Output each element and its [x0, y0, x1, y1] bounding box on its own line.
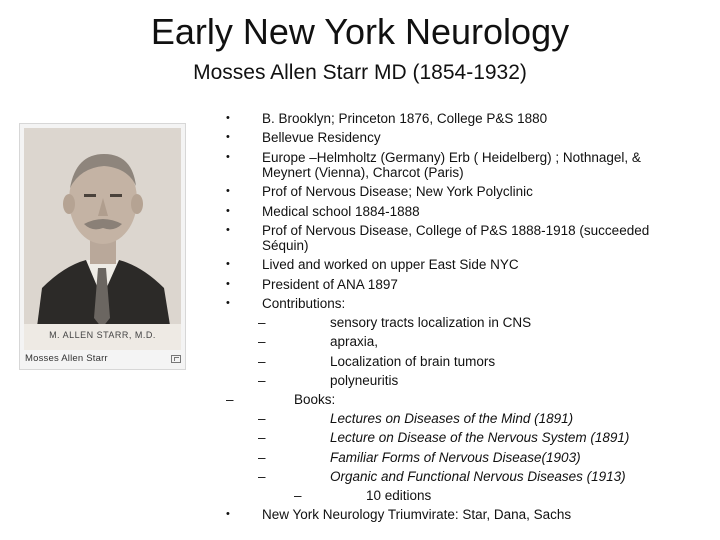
portrait-photo: [24, 128, 181, 350]
item-europe: Europe –Helmholtz (Germany) Erb ( Heidelberg) ; Nothnagel, &: [262, 150, 641, 165]
portrait-nameplate: M. ALLEN STARR, M.D.: [49, 330, 156, 340]
portrait-illustration: [24, 128, 181, 350]
book-item: Organic and Functional Nervous Diseases (1913): [330, 469, 626, 484]
dash-glyph: –: [258, 411, 266, 426]
item-europe-cont: Meynert (Vienna), Charcot (Paris): [262, 165, 464, 180]
editions-note: 10 editions: [366, 488, 432, 503]
dash-glyph: –: [258, 315, 266, 330]
enlarge-icon[interactable]: [171, 355, 181, 363]
slide-title: Early New York Neurology: [150, 11, 570, 52]
dash-glyph: –: [258, 469, 266, 484]
book-item: Lecture on Disease of the Nervous System (1891): [330, 430, 630, 445]
item-birth: B. Brooklyn; Princeton 1876, College P&S 1880: [262, 111, 548, 126]
bullet-glyph: •: [226, 224, 230, 236]
book-item: Familiar Forms of Nervous Disease(1903): [330, 450, 581, 465]
portrait-figure: [19, 123, 186, 370]
portrait-caption: Mosses Allen Starr: [25, 353, 108, 364]
item-triumvirate: New York Neurology Triumvirate: Star, Dana, Sachs: [262, 507, 572, 522]
books-label: Books:: [294, 392, 336, 407]
bullet-glyph: •: [226, 297, 230, 309]
item-east-side: Lived and worked on upper East Side NYC: [262, 257, 519, 272]
dash-glyph: –: [258, 354, 266, 369]
bullet-glyph: •: [226, 151, 230, 163]
contribution-item: sensory tracts localization in CNS: [330, 315, 532, 330]
item-medical-school: Medical school 1884-1888: [262, 204, 420, 219]
bullet-glyph: •: [226, 258, 230, 270]
item-prof-ps-cont: Séquin): [262, 238, 309, 253]
item-polyclinic: Prof of Nervous Disease; New York Polyclinic: [262, 184, 533, 199]
item-ana: President of ANA 1897: [262, 277, 398, 292]
bullet-glyph: •: [226, 278, 230, 290]
dash-glyph: –: [258, 373, 266, 388]
dash-glyph: –: [294, 488, 302, 503]
bullet-glyph: •: [226, 131, 230, 143]
bullet-glyph: •: [226, 205, 230, 217]
item-residency: Bellevue Residency: [262, 130, 381, 145]
contribution-item: Localization of brain tumors: [330, 354, 496, 369]
dash-glyph: –: [258, 334, 266, 349]
bullet-glyph: •: [226, 112, 230, 124]
dash-glyph: –: [258, 450, 266, 465]
item-prof-ps: Prof of Nervous Disease, College of P&S 1888-1918 (succeeded: [262, 223, 650, 238]
slide-subtitle: Mosses Allen Starr MD (1854-1932): [193, 61, 527, 84]
bullet-glyph: •: [226, 508, 230, 520]
bullet-glyph: •: [226, 185, 230, 197]
book-item: Lectures on Diseases of the Mind (1891): [330, 411, 574, 426]
contribution-item: apraxia,: [330, 334, 379, 349]
dash-glyph: –: [258, 430, 266, 445]
contribution-item: polyneuritis: [330, 373, 399, 388]
item-contributions: Contributions:: [262, 296, 346, 311]
dash-glyph: –: [226, 392, 234, 407]
